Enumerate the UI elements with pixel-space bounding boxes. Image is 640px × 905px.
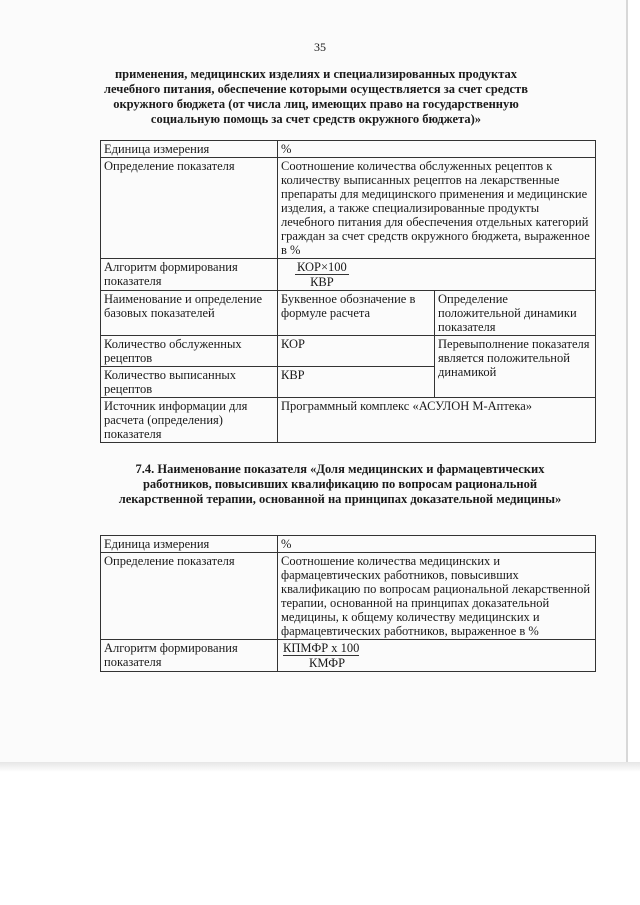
served-prescriptions-code: КОР [278,336,435,367]
formula-denominator: КВР [310,275,334,289]
unit-label: Единица измерения [101,141,278,158]
source-label: Источник информации для расчета (определения) показателя [101,398,278,443]
page-number: 35 [314,40,326,54]
issued-prescriptions-label: Количество выписанных рецептов [101,367,278,398]
table-row [101,336,596,367]
formula-denominator: КМФР [309,656,346,670]
fraction-formula [295,260,349,289]
definition-value: Соотношение количества обслуженных рецептов к количеству выписанных рецептов на лекарственные препараты для медицинского применения и медицинские изделия, а также специализированные продукты лечебного питания для обеспечения отдельных категорий граждан за счет средств окружного бюджета, выраженное в % [278,158,596,259]
unit-label: Единица измерения [101,536,278,553]
algorithm-label: Алгоритм формирования показателя [101,259,278,291]
table-row [101,553,596,640]
table-row [101,398,596,443]
dynamics-header: Определение положительной динамики показателя [435,291,596,336]
table-row [101,259,596,291]
section-heading-7-4: 7.4. Наименование показателя «Доля медицинских и фармацевтических работников, повысивших квалификацию по вопросам рациональной лекарственной терапии, основанной на принципах доказательной медицины» [118,462,562,506]
served-prescriptions-label: Количество обслуженных рецептов [101,336,278,367]
definition-value: Соотношение количества медицинских и фармацевтических работников, повысивших квалификацию по вопросам рациональной лекарственной терапии, основанной на принципах доказательной медицины, к общему количеству медицинских и фармацевтических работников, выраженное в % [278,553,596,640]
source-value: Программный комплекс «АСУЛОН М-Аптека» [278,398,596,443]
fraction-formula [283,641,592,670]
unit-value: % [278,141,596,158]
table-row [101,141,596,158]
formula-numerator: КОР×100 [297,260,347,274]
algorithm-label: Алгоритм формирования показателя [101,640,278,672]
definition-label: Определение показателя [101,158,278,259]
table-row [101,291,596,336]
issued-prescriptions-code: КВР [278,367,435,398]
indicator-table-2 [100,535,596,672]
indicator-table-1 [100,140,596,443]
algorithm-formula [278,640,596,672]
heading-continued: применения, медицинских изделиях и специализированных продуктах лечебного питания, обеспечение которыми осуществляется за счет средств окружного бюджета (от числа лиц, имеющих право на государственную социальную помощь за счет средств окружного бюджета)» [104,67,528,126]
definition-label: Определение показателя [101,553,278,640]
scan-edge-shadow [0,762,640,772]
letter-designation-header: Буквенное обозначение в формуле расчета [278,291,435,336]
table-row [101,536,596,553]
table-row [101,158,596,259]
table-row [101,640,596,672]
unit-value: % [278,536,596,553]
base-indicators-label: Наименование и определение базовых показателей [101,291,278,336]
algorithm-formula [278,259,596,291]
formula-numerator: КПМФР х 100 [283,641,360,655]
dynamics-value: Перевыполнение показателя является положительной динамикой [435,336,596,398]
